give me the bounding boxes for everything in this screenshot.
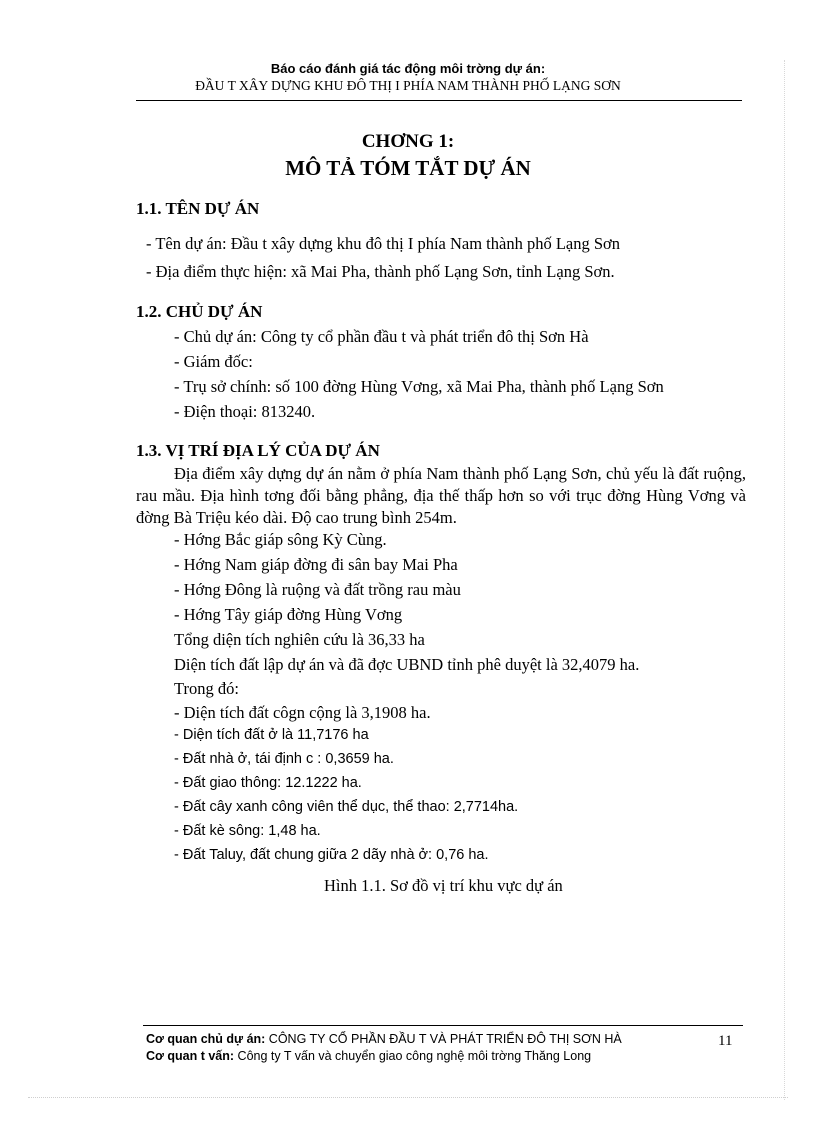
- breakdown-item: - Đất nhà ở, tái định c : 0,3659 ha.: [174, 751, 394, 767]
- footer-consultant-value: Công ty T vấn và chuyển giao công nghệ môi trờng Thăng Long: [234, 1049, 592, 1063]
- direction-west: - Hớng Tây giáp đờng Hùng Vơng: [174, 605, 403, 624]
- direction-south: - Hớng Nam giáp đờng đi sân bay Mai Pha: [174, 555, 458, 574]
- header-divider: [136, 100, 742, 101]
- phone-line: - Điện thoại: 813240.: [174, 402, 316, 421]
- breakdown-item: - Diện tích đất côgn cộng là 3,1908 ha.: [174, 703, 431, 722]
- section-heading-1-2: 1.2. CHỦ DỰ ÁN: [136, 302, 263, 321]
- chapter-title: MÔ TẢ TÓM TẮT DỰ ÁN: [285, 156, 531, 180]
- breakdown-item: - Đất giao thông: 12.1222 ha.: [174, 775, 362, 791]
- headquarters-line: - Trụ sở chính: số 100 đờng Hùng Vơng, xã Mai Pha, thành phố Lạng Sơn: [174, 377, 664, 396]
- breakdown-item: - Đất Taluy, đất chung giữa 2 dãy nhà ở: 0,76 ha.: [174, 847, 489, 863]
- footer-owner: [146, 1032, 622, 1046]
- project-name-line: - Tên dự án: Đầu t xây dựng khu đô thị I phía Nam thành phố Lạng Sơn: [146, 234, 621, 253]
- footer-owner-value: CÔNG TY CỔ PHẦN ĐẦU T VÀ PHÁT TRIỂN ĐÔ THỊ SƠN HÀ: [265, 1032, 622, 1046]
- of-which-label: Trong đó:: [174, 679, 239, 698]
- page-number: 11: [718, 1033, 733, 1049]
- direction-east: - Hớng Đông là ruộng và đất trồng rau màu: [174, 580, 461, 599]
- report-header-title: Báo cáo đánh giá tác động môi trờng dự án:: [270, 61, 546, 76]
- figure-caption: Hình 1.1. Sơ đồ vị trí khu vực dự án: [324, 876, 563, 895]
- chapter-number: CHƠNG 1:: [361, 131, 455, 152]
- breakdown-item: - Diện tích đất ở là 11,7176 ha: [174, 727, 369, 743]
- project-location-line: - Địa điểm thực hiện: xã Mai Pha, thành phố Lạng Sơn, tỉnh Lạng Sơn.: [146, 262, 615, 281]
- director-line: - Giám đốc:: [174, 352, 253, 371]
- section-heading-1-1: 1.1. TÊN DỰ ÁN: [136, 199, 260, 218]
- total-area-line: Tổng diện tích nghiên cứu là 36,33 ha: [174, 630, 425, 649]
- page-boundary-right: [784, 60, 785, 1100]
- owner-line: - Chủ dự án: Công ty cổ phần đầu t và phát triển đô thị Sơn Hà: [174, 327, 589, 346]
- section-heading-1-3: 1.3. VỊ TRÍ ĐỊA LÝ CỦA DỰ ÁN: [136, 441, 380, 460]
- report-header-project: ĐẦU T XÂY DỰNG KHU ĐÔ THỊ I PHÍA NAM THÀNH PHỐ LẠNG SƠN: [195, 78, 621, 93]
- footer-owner-label: Cơ quan chủ dự án:: [146, 1032, 266, 1046]
- footer-consultant: [146, 1049, 591, 1063]
- location-paragraph: Địa điểm xây dựng dự án nằm ở phía Nam thành phố Lạng Sơn, chủ yếu là đất ruộng, rau mầu. Địa hình tơng đối bằng phẳng, địa thế thấp hơn so với trục đờng Hùng Vơng và đờng Bà Triệu kéo dài. Độ cao trung bình 254m.: [136, 464, 746, 527]
- page-boundary-bottom: [28, 1097, 788, 1098]
- footer-divider: [143, 1025, 743, 1026]
- breakdown-item: - Đất kè sông: 1,48 ha.: [174, 823, 321, 839]
- approved-area-line: Diện tích đất lập dự án và đã đợc UBND tỉnh phê duyệt là 32,4079 ha.: [174, 655, 640, 674]
- footer-consultant-label: Cơ quan t vấn:: [146, 1049, 235, 1063]
- direction-north: - Hớng Bắc giáp sông Kỳ Cùng.: [174, 530, 387, 549]
- breakdown-item: - Đất cây xanh công viên thể dục, thể thao: 2,7714ha.: [174, 799, 519, 815]
